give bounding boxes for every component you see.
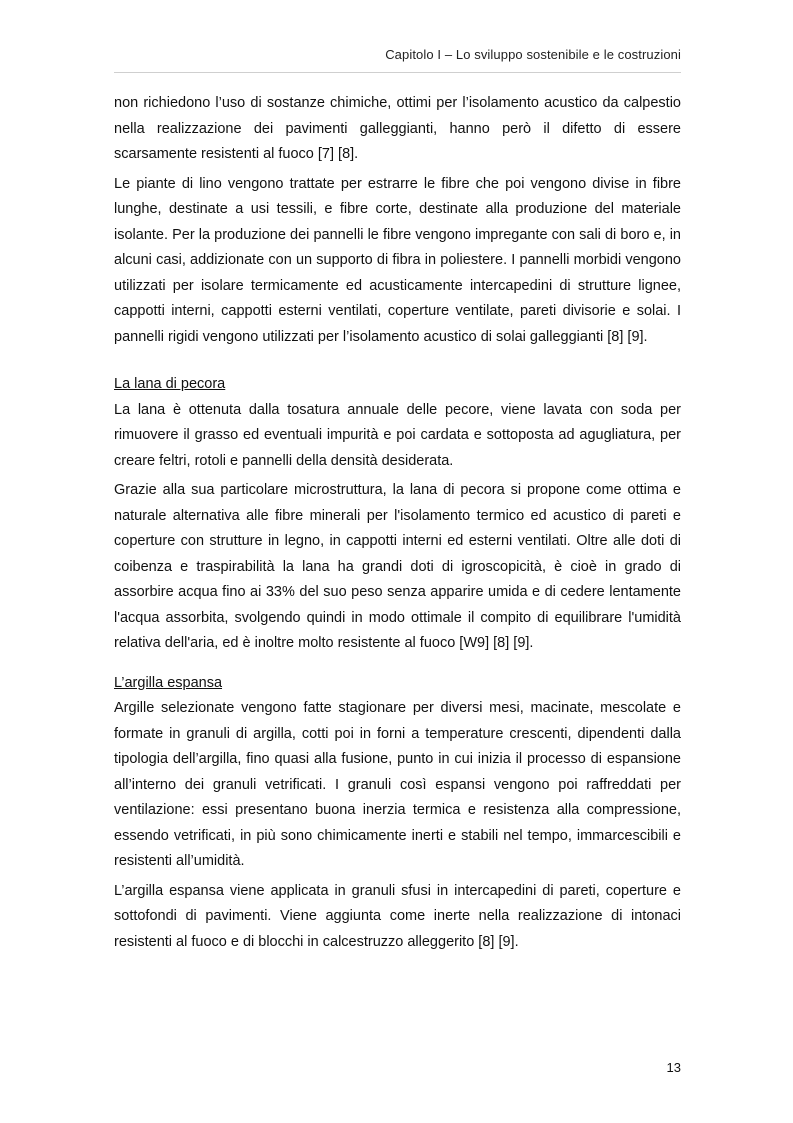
paragraph-argilla-1: Argille selezionate vengono fatte stagionare per diversi mesi, macinate, mescolate e formate in granuli di argilla, cotti poi in forni a temperature crescenti, dipendenti dalla tipologia dell’argilla, fino quasi alla fusione, punto in cui inizia il processo di espansione all’interno dei granuli vetrificati. I granuli così espansi vengono poi raffreddati per ventilazione: essi presentano buona inerzia termica e resistenza alla compressione, essendo vetrificati, in più sono chimicamente inerti e stabili nel tempo, immarcescibili e resistenti all’umidità.	[114, 700, 681, 869]
paragraph-lino: Le piante di lino vengono trattate per estrarre le fibre che poi vengono divise in fibre lunghe, destinate a usi tessili, e fibre corte, destinate alla produzione del materiale isolante. Per la produzione dei pannelli le fibre vengono impregante con sali di boro e, in alcuni casi, addizionate con un supporto di fibra in poliestere. I pannelli morbidi vengono utilizzati per isolare termicamente ed acusticamente intercapedini di strutture lignee, cappotti interni, cappotti esterni ventilati, coperture ventilate, pareti divisorie e solai. I pannelli rigidi vengono utilizzati per l’isolamento acustico di solai galleggianti [8] [9].	[114, 175, 681, 345]
section-heading-argilla: L’argilla espansa	[114, 674, 223, 691]
paragraph-lana-2: Grazie alla sua particolare microstruttura, la lana di pecora si propone come ottima e naturale alternativa alle fibre minerali per l'isolamento termico ed acustico di pareti e coperture con strutture in legno, in cappotti interni ed esterni ventilati. Oltre alle doti di coibenza e traspirabilità la lana ha grandi doti di igroscopicità, è cioè in grado di assorbire acqua fino ai 33% del suo peso senza apparire umida e di cedere lentamente l'acqua assorbita, svolgendo quindi in modo ottimale il compito di equilibrare l'umidità relativa dell'aria, ed è inoltre molto resistente al fuoco [W9] [8] [9].	[114, 482, 681, 651]
paragraph-argilla-2: L’argilla espansa viene applicata in granuli sfusi in intercapedini di pareti, coperture e sottofondi di pavimenti. Viene aggiunta come inerte nella realizzazione di intonaci resistenti al fuoco e di blocchi in calcestruzzo alleggerito [8] [9].	[114, 882, 681, 950]
header-rule	[114, 72, 681, 73]
page-number: 13	[666, 1060, 681, 1075]
running-header: Capitolo I – Lo sviluppo sostenibile e le costruzioni	[385, 47, 681, 62]
page-body	[114, 91, 681, 959]
section-gap	[114, 354, 681, 372]
paragraph-continuation: non richiedono l’uso di sostanze chimiche, ottimi per l’isolamento acustico da calpestio nella realizzazione dei pavimenti galleggianti, hanno però il difetto di essere scarsamente resistenti al fuoco [7] [8].	[114, 95, 681, 162]
section-gap	[114, 661, 681, 671]
paragraph-lana-1: La lana è ottenuta dalla tosatura annuale delle pecore, viene lavata con soda per rimuovere il grasso ed eventuali impurità e poi cardata e sottoposta ad agugliatura, per creare feltri, rotoli e pannelli della densità desiderata.	[114, 401, 681, 469]
section-heading-lana: La lana di pecora	[114, 376, 226, 392]
